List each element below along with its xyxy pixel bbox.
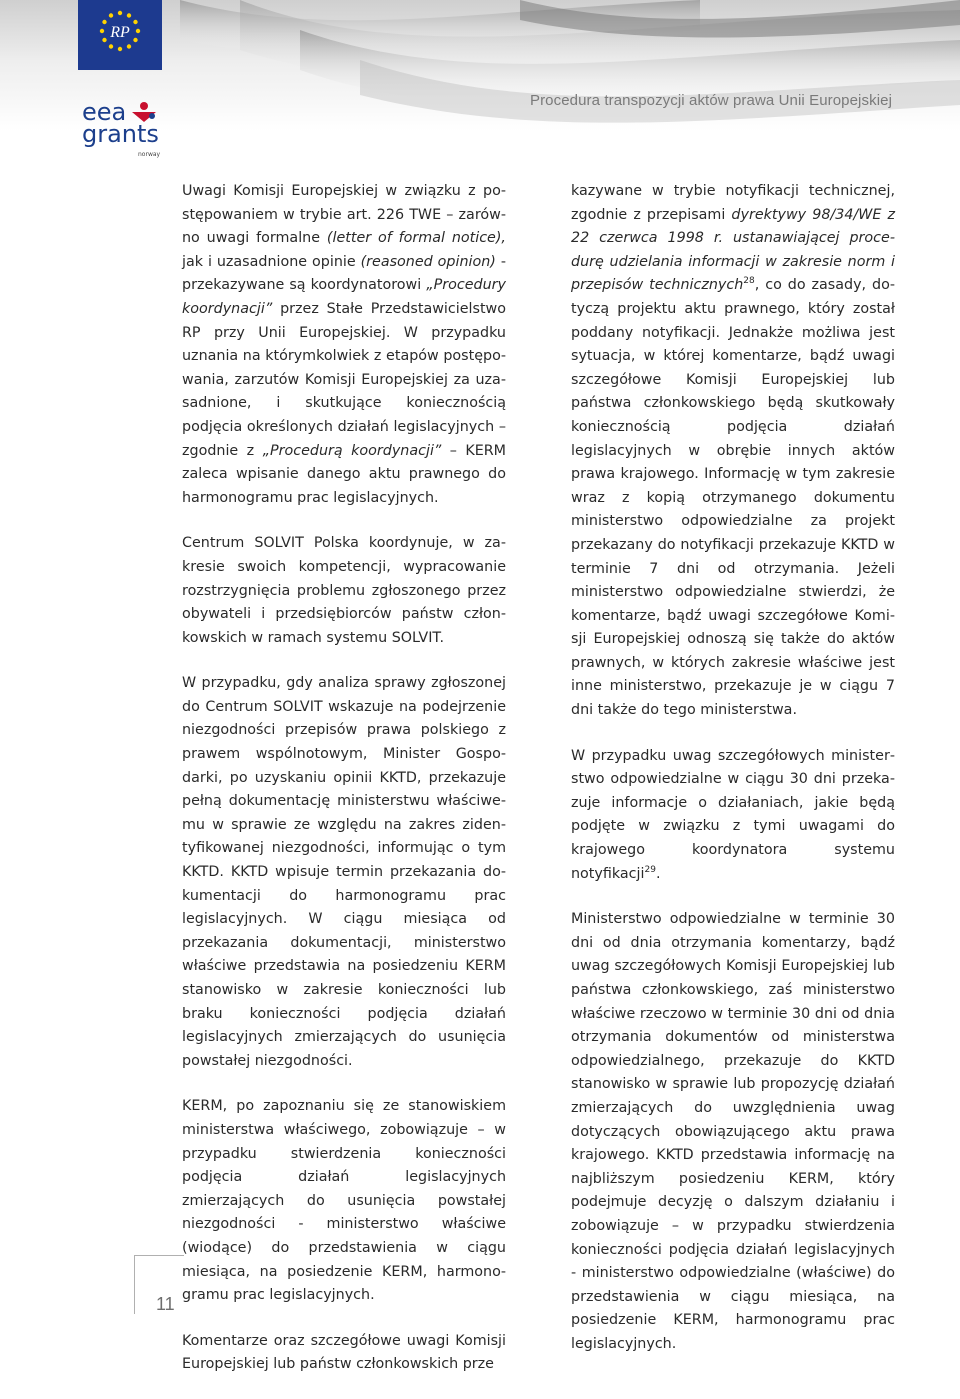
text-run: przez Stałe Przedstawicielstwo RP przy Unii Europejskiej. W przypadku uznania na którymkolwiek z etapów postępowania, zarzutów Komisji Europejskiej za uzasadnione, i skutkujące koniecznością podjęcia określonych działań legislacyjnych – zgodnie z	[182, 300, 506, 459]
text-run: W przypadku uwag szczegółowych ministerstwo odpowiedzialne w ciągu 30 dni przekazuje informacje o działaniach, jakie będą podjęte w związku z tymi uwagami do krajowego koordynatora systemu notyfikacji	[571, 747, 895, 882]
left-paragraph-4: KERM, po zapoznaniu się ze stanowiskiem ministerstwa właściwego, zobowiązuje – w przypadku stwierdzenia konieczności podjęcia działań legislacyjnych zmierzających do usunięcia powstałej niezgodności - ministerstwo właściwe (wiodące) do przedstawienia w ciągu miesiąca, na posiedzenie KERM, harmonogramu prac legislacyjnych.	[182, 1098, 506, 1304]
running-header-title: Procedura transpozycji aktów prawa Unii Europejskiej	[529, 92, 892, 109]
eea-logo-sub: norway	[138, 151, 161, 158]
left-paragraph-5: Komentarze oraz szczegółowe uwagi Komisji Europejskiej lub państw członkowskich prze	[182, 1332, 506, 1373]
eea-logo-word-eea: eea	[82, 98, 127, 126]
text-run: , co do zasady, dotyczą projektu aktu prawnego, który został poddany notyfikacji. Jednakże możliwa jest sytuacja, w której komentarze, bądź uwagi szczegółowe Komisji Europejskiej lub państwa członkowskiego będą skutkowały koniecznością podjęcia działań legislacyjnych w obrębie innych aktów prawa krajowego. Informację w tym zakresie wraz z kopią otrzymanego dokumentu ministerstwo odpowiedzialne za projekt przekazany do notyfikacji przekazuje KKTD w terminie 7 dni od otrzymania. Jeżeli ministerstwo odpowiedzialne stwierdzi, że komentarze, bądź uwagi szczegółowe Komisji Europejskiej odnoszą się także do aktów prawnych, w których zakresie właściwe jest inne ministerstwo, przekazuje je w ciągu 7 dni także do tego ministerstwa.	[571, 277, 896, 719]
text-run-italic: „Procedurą koordynacji”	[262, 442, 442, 459]
footnote-ref[interactable]: 28	[743, 276, 755, 287]
left-paragraph-1	[182, 180, 506, 510]
right-paragraph-2	[571, 745, 895, 887]
flag-monogram: RP	[110, 24, 130, 41]
left-paragraph-3: W przypadku, gdy analiza sprawy zgłoszonej do Centrum SOLVIT wskazuje na podejrzenie niezgodności przepisów prawa polskiego z prawem wspólnotowym, Minister Gospodarki, po uzyskaniu opinii KKTD, przekazuje pełną dokumentację ministerstwu właściwemu w sprawie ze względu na zakres zidentyfikowanej niezgodności, informując o tym KKTD. KKTD wpisuje termin przekazania dokumentacji do harmonogramu prac legislacyjnych. W ciągu miesiąca od przekazania dokumentacji, ministerstwo właściwe przedstawia na posiedzeniu KERM stanowisko w zakresie konieczności lub braku konieczności podjęcia działań legislacyjnych zmierzających do usunięcia powstałej niezgodności.	[182, 675, 506, 1069]
text-run: Uwagi Komisji Europejskiej w związku z postępowaniem w trybie art. 226 TWE – zarówno uwagi formalne	[182, 183, 506, 247]
left-paragraph-2: Centrum SOLVIT Polska koordynuje, w zakresie swoich kompetencji, wypracowanie rozstrzygnięcia problemu zgłoszonego przez obywateli i przedsiębiorców państw członkowskich w ramach systemu SOLVIT.	[182, 535, 506, 646]
text-run: kazywane w trybie notyfikacji technicznej, zgodnie z przepisami	[571, 183, 895, 223]
eu-rp-flag-logo	[78, 0, 162, 70]
right-paragraph-1	[571, 180, 895, 723]
page-number: 11	[156, 1294, 175, 1314]
text-run-italic: (reasoned opinion)	[360, 253, 496, 270]
text-run-italic: (letter of formal notice),	[326, 230, 506, 247]
eea-logo-word-grants: grants	[82, 120, 159, 148]
left-column	[182, 180, 506, 1399]
text-run-italic: „Procedury koordynacji”	[182, 277, 506, 317]
right-column	[571, 180, 895, 1379]
text-run-italic: dyrektywy 98/34/WE z 22 czerwca 1998 r. ustanawiającej procedurę udzielania informacji w zakresie norm i przepisów technicznych	[571, 206, 896, 294]
right-paragraph-3: Ministerstwo odpowiedzialne w terminie 30 dni od dnia otrzymania komentarzy, bądź uwag szczegółowych Komisji Europejskiej lub państwa członkowskiego, zaś ministerstwo właściwe rzeczowo w terminie 30 dni od dnia otrzymania dokumentów od ministerstwa odpowiedzialnego, przekazuje do KKTD stanowisko w sprawie lub propozycję działań zmierzających do uwzględnienia uwag dotyczących obowiązującego aktu prawa krajowego. KKTD przedstawia informację na najbliższym posiedzeniu KERM, który podejmuje decyzję o dalszym działaniu i zobowiązuje – w przypadku stwierdzenia konieczności podjęcia działań legislacyjnych - ministerstwo odpowiedzialne (właściwe) do przedstawienia w ciągu miesiąca, na posiedzenie KERM, harmonogramu prac legislacyjnych.	[571, 911, 895, 1352]
text-run: – KERM zaleca wpisanie danego aktu prawnego do harmonogramu prac legislacyjnych.	[182, 442, 506, 506]
text-run: .	[655, 865, 661, 882]
eea-star-icon	[132, 102, 156, 122]
text-run: jak i uzasadnione opinie	[182, 253, 361, 270]
eea-grants-logo	[82, 98, 192, 160]
footnote-ref[interactable]: 29	[644, 864, 656, 875]
text-run: - przekazywane są koordynatorowi	[182, 253, 506, 294]
